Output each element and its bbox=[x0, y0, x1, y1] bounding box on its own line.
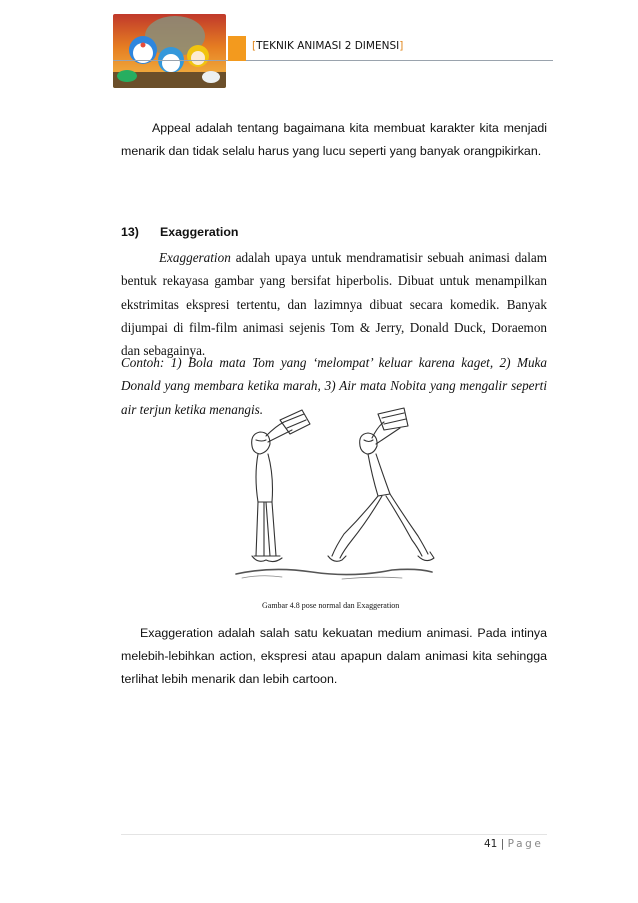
title-bracket-open: [ bbox=[252, 40, 257, 52]
exaggeration-figure bbox=[232, 406, 436, 588]
header-rule bbox=[113, 60, 553, 61]
footer-separator: | bbox=[500, 838, 505, 850]
header-cartoon-image bbox=[113, 14, 226, 88]
section-example-text: Contoh: 1) Bola mata Tom yang ‘melompat’ keluar karena kaget, 2) Muka Donald yang membara ketika marah, 3) Air mata Nobita yang mengalir seperti air terjun ketika menangis. bbox=[121, 355, 547, 417]
page-label: Page bbox=[507, 838, 544, 850]
header-accent-block bbox=[228, 36, 246, 61]
intro-paragraph: Appeal adalah tentang bagaimana kita membuat karakter kita menjadi menarik dan tidak selalu harus yang lucu seperti yang banyak orangpikirkan. bbox=[121, 121, 547, 158]
title-text: TEKNIK ANIMASI 2 DIMENSI bbox=[256, 40, 400, 52]
title-bracket-close: ] bbox=[399, 40, 404, 52]
page-number: 41 bbox=[484, 838, 498, 850]
footer-rule bbox=[121, 834, 547, 835]
page-footer bbox=[484, 838, 543, 850]
section-title: Exaggeration bbox=[160, 225, 239, 239]
section-term: Exaggeration bbox=[159, 250, 231, 265]
section-body-text: adalah upaya untuk mendramatisir sebuah animasi dalam bentuk rekayasa gambar yang bersifat hiperbolis. Dibuat untuk menampilkan ekstrimitas ekspresi tertentu, dan lazimnya dibuat secara komedik. Banyak dijumpai di film-film animasi sejenis Tom & Jerry, Donald Duck, Doraemon dan sebagainya. bbox=[121, 250, 547, 359]
section-body-paragraph bbox=[121, 246, 547, 362]
document-title bbox=[252, 40, 403, 52]
figure-caption: Gambar 4.8 pose normal dan Exaggeration bbox=[262, 601, 400, 610]
closing-paragraph: Exaggeration adalah salah satu kekuatan medium animasi. Pada intinya melebih-lebihkan action, ekspresi atau apapun dalam animasi kita sehingga terlihat lebih menarik dan lebih cartoon. bbox=[121, 626, 547, 686]
section-number: 13) bbox=[121, 225, 139, 239]
exaggerated-pose-figure bbox=[328, 408, 434, 561]
normal-pose-figure bbox=[252, 410, 310, 562]
